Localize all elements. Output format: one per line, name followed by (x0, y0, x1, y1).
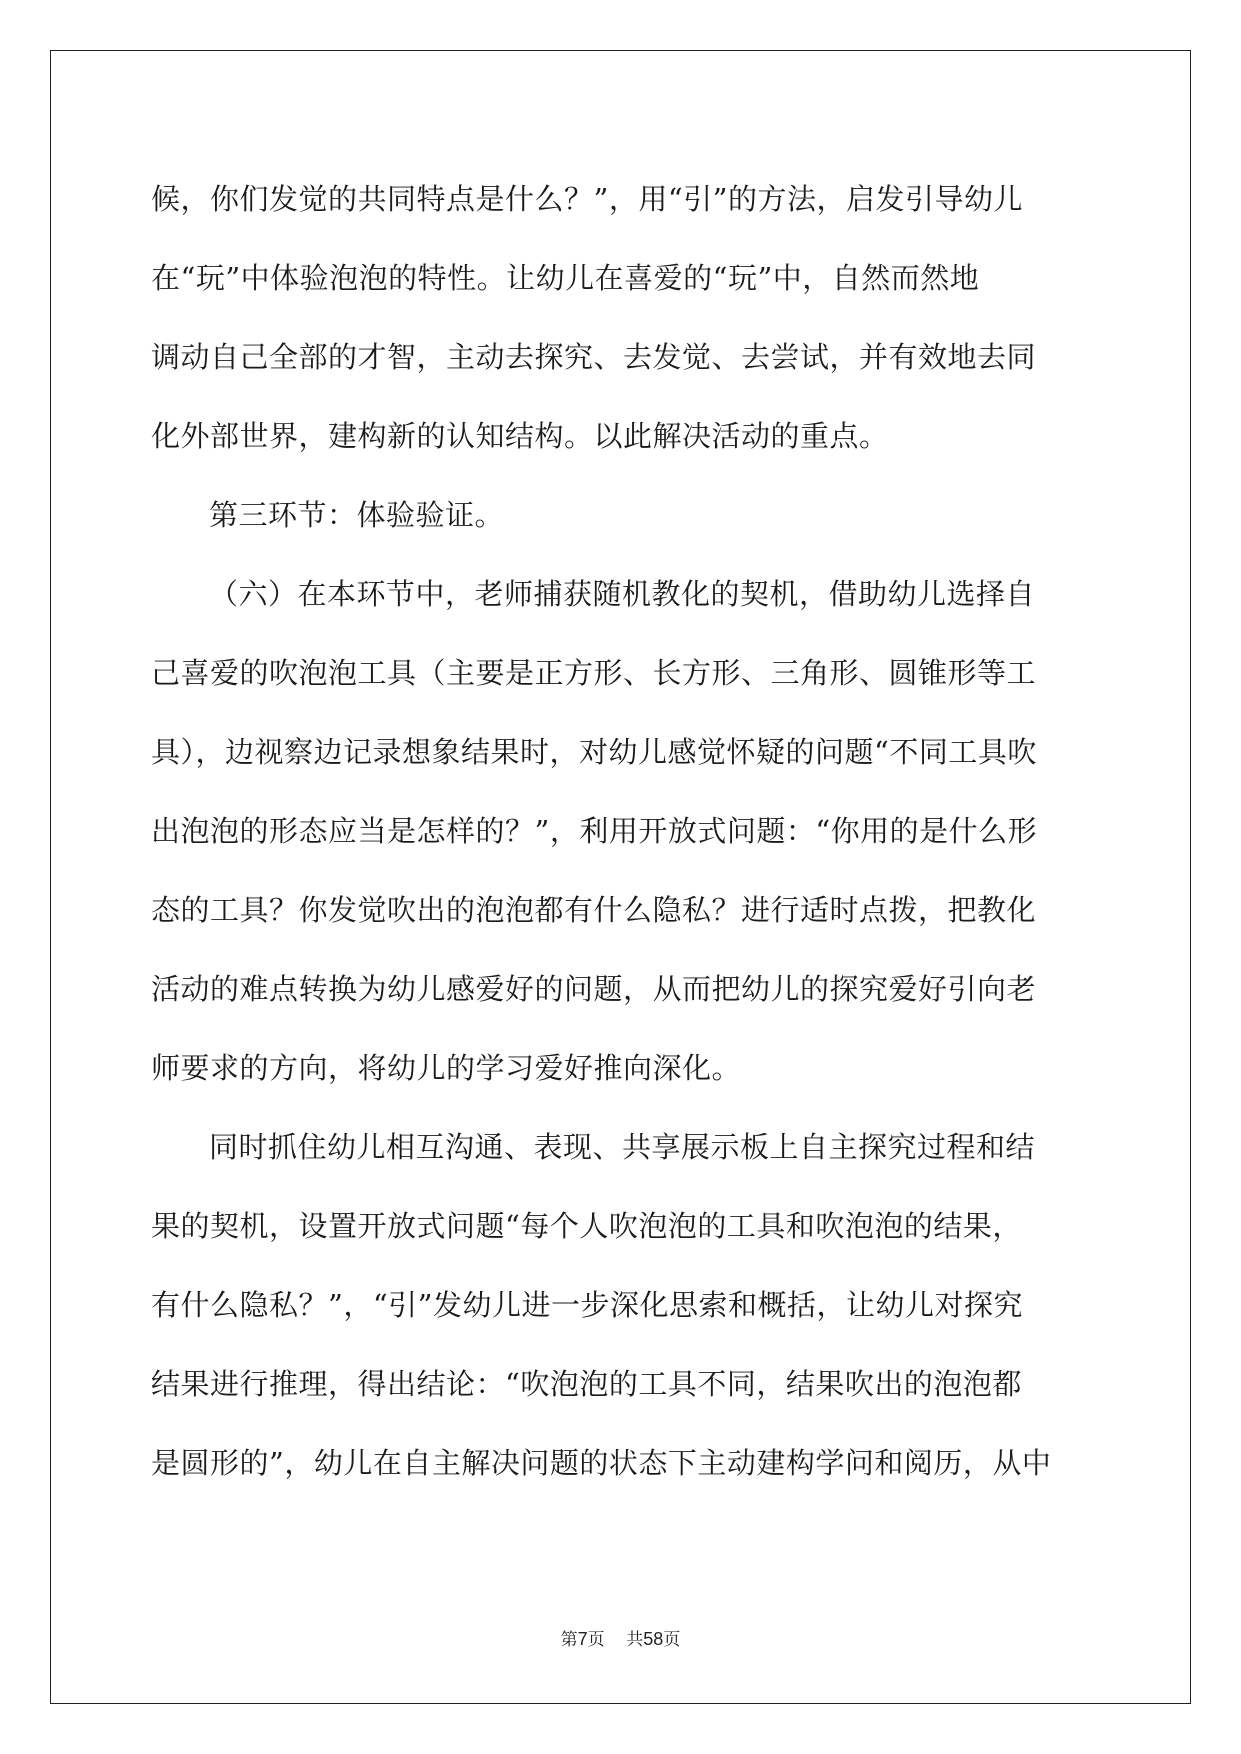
body-line: 化外部世界，建构新的认知结构。以此解决活动的重点。 (151, 419, 889, 453)
body-line: 态的工具？你发觉吹出的泡泡都有什么隐私？进行适时点拨，把教化 (151, 893, 1037, 927)
body-line: 己喜爱的吹泡泡工具（主要是正方形、长方形、三角形、圆锥形等工 (151, 656, 1037, 690)
current-page-number: 7 (577, 1629, 588, 1649)
body-line: 师要求的方向，将幼儿的学习爱好推向深化。 (151, 1051, 742, 1085)
body-line: 果的契机，设置开放式问题“每个人吹泡泡的工具和吹泡泡的结果， (151, 1209, 1022, 1243)
body-line: 同时抓住幼儿相互沟通、表现、共享展示板上自主探究过程和结 (209, 1130, 1036, 1164)
body-line: 是圆形的”，幼儿在自主解决问题的状态下主动建构学问和阅历，从中 (151, 1446, 1052, 1480)
document-body (151, 160, 1091, 1503)
body-line: 活动的难点转换为幼儿感爱好的问题，从而把幼儿的探究爱好引向老 (151, 972, 1037, 1006)
footer-prefix: 第 (560, 1630, 578, 1650)
section-heading: 第三环节：体验验证。 (209, 498, 505, 532)
body-line: 候，你们发觉的共同特点是什么？”，用“引”的方法，启发引导幼儿 (151, 182, 1023, 216)
footer-total-suffix: 页 (663, 1630, 681, 1650)
body-line: （六）在本环节中，老师捕获随机教化的契机，借助幼儿选择自 (209, 577, 1036, 611)
body-line: 结果进行推理，得出结论：“吹泡泡的工具不同，结果吹出的泡泡都 (151, 1367, 1022, 1401)
footer-total-prefix: 共 (626, 1630, 644, 1650)
footer-page-suffix: 页 (587, 1630, 605, 1650)
page-footer (0, 1625, 1241, 1650)
body-line: 有什么隐私？”，“引”发幼儿进一步深化思索和概括，让幼儿对探究 (151, 1288, 1023, 1322)
body-line: 调动自己全部的才智，主动去探究、去发觉、去尝试，并有效地去同 (151, 340, 1037, 374)
body-line: 具），边视察边记录想象结果时，对幼儿感觉怀疑的问题“不同工具吹 (151, 735, 1037, 769)
total-page-count: 58 (643, 1629, 664, 1649)
body-line: 在“玩”中体验泡泡的特性。让幼儿在喜爱的“玩”中，自然而然地 (151, 261, 980, 295)
body-line: 出泡泡的形态应当是怎样的？”，利用开放式问题：“你用的是什么形 (151, 814, 1038, 848)
